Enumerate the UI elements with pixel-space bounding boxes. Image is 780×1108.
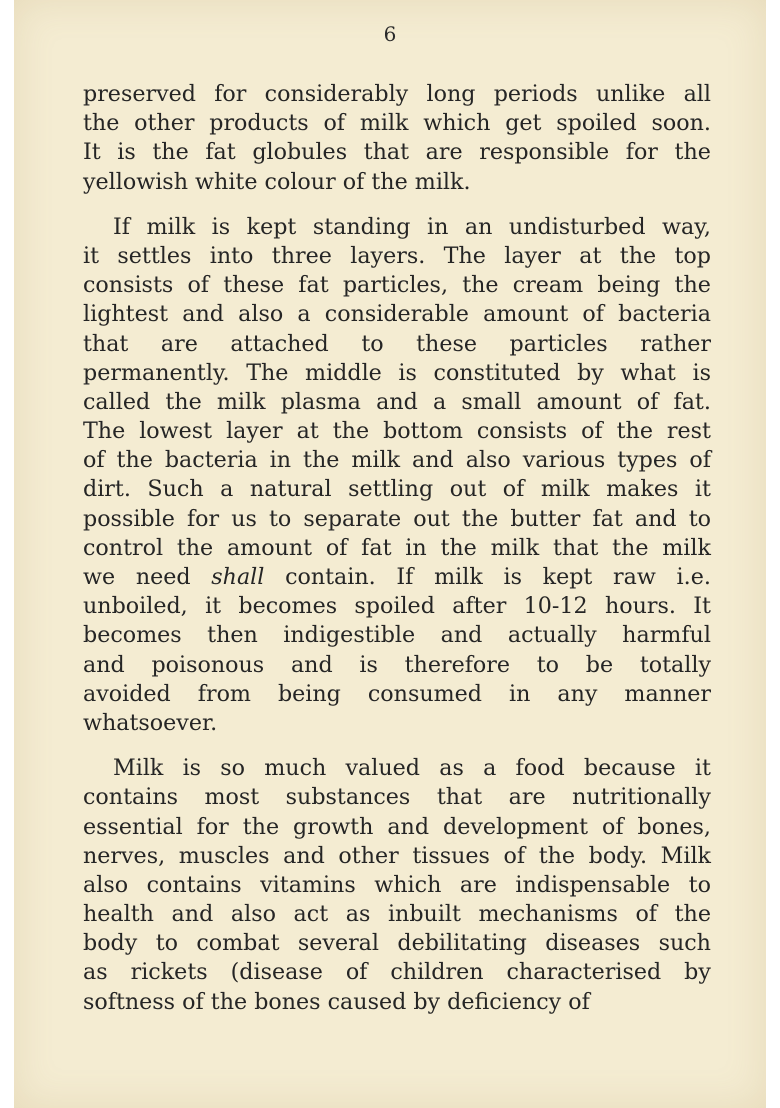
- word: the: [242, 813, 280, 840]
- word: to: [155, 930, 178, 957]
- word: in: [269, 447, 292, 474]
- word: undisturbed: [508, 213, 646, 240]
- text-line: [83, 359, 711, 388]
- word: valued: [345, 755, 420, 782]
- text-line: [83, 330, 711, 359]
- word: If: [113, 213, 130, 240]
- word: white: [195, 168, 258, 195]
- word: a: [220, 476, 234, 503]
- word: the: [116, 447, 153, 474]
- word: children: [390, 959, 484, 986]
- text-line: [83, 388, 711, 417]
- word: by: [413, 988, 441, 1015]
- word: caused: [327, 988, 407, 1015]
- word: layers.: [350, 242, 426, 269]
- word: poisonous: [151, 651, 265, 678]
- word: various: [522, 447, 606, 474]
- word: what: [620, 359, 676, 386]
- word: kept: [542, 564, 593, 590]
- word: of: [503, 842, 526, 869]
- word: milk: [434, 564, 483, 590]
- word: becomes: [238, 593, 338, 620]
- word: and: [376, 388, 418, 415]
- word: hours.: [604, 593, 676, 620]
- word: constituted: [433, 359, 561, 386]
- word: settles: [117, 242, 192, 269]
- word: substances: [285, 784, 411, 811]
- word: vitamins: [260, 871, 356, 898]
- paragraph: [83, 213, 711, 738]
- text-line: [83, 871, 711, 900]
- page-number: 6: [383, 22, 397, 46]
- word: manner: [624, 680, 711, 707]
- word: get: [505, 110, 542, 137]
- word: act: [293, 901, 329, 928]
- text-line: [83, 842, 711, 871]
- word: by: [684, 959, 711, 986]
- body-text: [83, 80, 711, 1017]
- word: layer: [504, 242, 561, 269]
- word: the: [440, 534, 477, 561]
- word: is: [182, 755, 202, 782]
- word: need: [135, 564, 191, 590]
- word: the: [674, 139, 711, 166]
- word: most: [204, 784, 260, 811]
- word: spoiled: [556, 110, 637, 137]
- word: considerable: [324, 301, 469, 328]
- word: consists: [83, 272, 174, 299]
- word: contains: [83, 784, 178, 811]
- word: the: [462, 272, 499, 299]
- text-line: [83, 138, 711, 167]
- word: by: [577, 359, 604, 386]
- word: milk: [540, 476, 590, 503]
- word: several: [297, 930, 380, 957]
- paragraph-gap: [83, 197, 711, 213]
- book-page: [14, 0, 766, 1108]
- word: Milk: [113, 755, 164, 782]
- word: makes: [606, 476, 679, 503]
- word: colour: [264, 168, 336, 195]
- text-line: [83, 417, 711, 446]
- word: milk: [216, 388, 266, 415]
- word: the: [165, 388, 202, 415]
- word: nutritionally: [572, 784, 711, 811]
- word: unboiled,: [83, 593, 188, 620]
- paragraph: [83, 754, 711, 1017]
- word: globules: [252, 139, 348, 166]
- word: is: [211, 213, 231, 240]
- word: soon.: [651, 110, 711, 137]
- word: milk: [351, 447, 401, 474]
- word: responsible: [479, 139, 610, 166]
- word: all: [683, 81, 711, 107]
- word: because: [583, 755, 676, 782]
- text-line: [83, 563, 711, 592]
- word: milk: [359, 110, 409, 137]
- text-line: [83, 213, 711, 242]
- word: harmful: [622, 622, 711, 649]
- word: milk: [662, 534, 711, 561]
- word: diseases: [545, 930, 641, 957]
- text-line: [83, 592, 711, 621]
- word: amount: [483, 301, 569, 328]
- word: these: [223, 272, 285, 299]
- word: the: [332, 418, 370, 445]
- word: contains: [146, 871, 242, 898]
- word: us: [231, 505, 257, 532]
- word: considerably: [264, 81, 409, 107]
- word: development: [443, 813, 589, 840]
- word: indispensable: [515, 871, 671, 898]
- word: the: [176, 534, 214, 561]
- word: the: [538, 842, 576, 869]
- word: to: [688, 871, 711, 898]
- text-line: [83, 651, 711, 680]
- word: of: [182, 988, 204, 1015]
- text-line: [83, 168, 711, 197]
- word: products: [209, 110, 309, 137]
- word: fat: [592, 505, 623, 532]
- word: natural: [249, 476, 332, 503]
- word: in: [508, 680, 531, 707]
- word: it: [694, 476, 711, 503]
- word: totally: [639, 651, 711, 678]
- word: is: [117, 139, 136, 166]
- text-line: [83, 709, 711, 738]
- word: bottom: [383, 418, 463, 445]
- word: bones: [254, 988, 321, 1015]
- word: be: [585, 651, 614, 678]
- word: types: [617, 447, 678, 474]
- text-line: [83, 475, 711, 504]
- paragraph-gap: [83, 738, 711, 754]
- word: is: [398, 359, 417, 386]
- word: control: [83, 534, 164, 561]
- text-line: [83, 929, 711, 958]
- word: that: [436, 784, 483, 811]
- word: spoiled: [354, 593, 435, 620]
- word: of: [502, 476, 525, 503]
- word: mechanisms: [478, 901, 618, 928]
- word: into: [209, 242, 254, 269]
- word: as: [439, 755, 464, 782]
- word: fat: [361, 534, 392, 561]
- word: (disease: [230, 959, 323, 986]
- word: for: [186, 505, 220, 532]
- word: so: [220, 755, 246, 782]
- word: tissues: [412, 842, 490, 869]
- word: essential: [83, 813, 183, 840]
- word: preserved: [83, 81, 196, 107]
- word: of: [581, 418, 603, 445]
- word: for: [196, 813, 229, 840]
- word: of: [568, 988, 590, 1015]
- word: such: [658, 930, 711, 957]
- word: i.e.: [676, 564, 711, 590]
- word: the: [152, 139, 189, 166]
- word: and: [171, 901, 214, 928]
- word: Milk: [660, 842, 711, 869]
- word: is: [503, 564, 522, 590]
- word: debilitating: [397, 930, 527, 957]
- word: as: [345, 901, 371, 928]
- text-line: [83, 958, 711, 987]
- word: body: [83, 930, 138, 957]
- word: combat: [196, 930, 280, 957]
- word: dirt.: [83, 476, 131, 503]
- word: health: [83, 901, 154, 928]
- word: to: [536, 651, 560, 678]
- word: particles: [509, 330, 608, 357]
- word: milk: [490, 534, 540, 561]
- word: to: [268, 505, 292, 532]
- word: that: [363, 139, 410, 166]
- word: consumed: [367, 680, 482, 707]
- word: are: [160, 330, 198, 357]
- text-line: [83, 242, 711, 271]
- word: the: [210, 988, 248, 1015]
- word: amount: [226, 534, 313, 561]
- word: layer: [226, 418, 283, 445]
- word: the: [616, 418, 653, 445]
- word: particles,: [342, 272, 449, 299]
- word: inbuilt: [387, 901, 461, 928]
- word: nerves,: [83, 842, 166, 869]
- text-line: [83, 783, 711, 812]
- text-line: [83, 900, 711, 929]
- word: are: [459, 871, 497, 898]
- word: other: [134, 110, 195, 137]
- word: raw: [613, 564, 656, 590]
- word: yellowish: [83, 168, 188, 195]
- word: standing: [312, 213, 411, 240]
- word: kept: [246, 213, 297, 240]
- word: butter: [510, 505, 581, 532]
- word: actually: [507, 622, 597, 649]
- word: a: [483, 755, 497, 782]
- word: the: [461, 505, 499, 532]
- word: the: [674, 901, 711, 928]
- word: 10-12: [523, 593, 588, 620]
- word: of: [187, 272, 210, 299]
- word: in: [426, 213, 449, 240]
- word: it: [205, 593, 222, 620]
- word: muscles: [178, 842, 270, 869]
- word: periods: [493, 81, 578, 107]
- text-line: [83, 680, 711, 709]
- word: from: [197, 680, 251, 707]
- word: plasma: [280, 388, 361, 415]
- word: If: [396, 564, 414, 590]
- word: attached: [230, 330, 329, 357]
- paragraph: [83, 80, 711, 197]
- text-line: [83, 534, 711, 563]
- word: of: [345, 959, 368, 986]
- word: rather: [640, 330, 711, 357]
- word: The: [246, 359, 289, 386]
- word: that: [83, 330, 129, 357]
- word: are: [508, 784, 546, 811]
- word: of: [636, 388, 659, 415]
- word: and: [290, 651, 333, 678]
- word: much: [264, 755, 327, 782]
- word: it: [694, 755, 711, 782]
- word: fat.: [673, 388, 711, 415]
- text-line: [83, 109, 711, 138]
- word: a: [433, 388, 447, 415]
- word: out: [449, 476, 487, 503]
- word: as: [83, 959, 108, 986]
- word: fat: [298, 272, 329, 299]
- word: the: [371, 168, 408, 195]
- word: and: [182, 301, 224, 328]
- text-line: [83, 505, 711, 534]
- word: of: [601, 813, 624, 840]
- text-line: [83, 80, 711, 109]
- word: of: [83, 447, 105, 474]
- word: of: [582, 301, 604, 328]
- word: at: [579, 242, 602, 269]
- word: after: [452, 593, 507, 620]
- word: The: [83, 418, 126, 445]
- word: and: [83, 651, 125, 678]
- word: fat: [205, 139, 236, 166]
- word: being: [597, 272, 661, 299]
- word: of: [635, 901, 658, 928]
- word: of: [689, 447, 711, 474]
- word: avoided: [83, 680, 171, 707]
- word: lowest: [139, 418, 213, 445]
- word: in: [405, 534, 427, 561]
- word: growth: [293, 813, 374, 840]
- word: also: [230, 901, 276, 928]
- word: and: [440, 622, 483, 649]
- word: being: [277, 680, 341, 707]
- word: the: [83, 110, 120, 137]
- word: other: [338, 842, 399, 869]
- word: unlike: [595, 81, 666, 107]
- word: are: [425, 139, 463, 166]
- word: to: [361, 330, 384, 357]
- text-line: [83, 271, 711, 300]
- word: indigestible: [283, 622, 416, 649]
- word: Such: [147, 476, 204, 503]
- word: permanently.: [83, 359, 230, 386]
- text-line: [83, 813, 711, 842]
- word: whatsoever.: [83, 709, 218, 736]
- word: is: [359, 651, 378, 678]
- word: separate: [303, 505, 402, 532]
- word: It: [83, 139, 101, 166]
- word: bacteria: [164, 447, 258, 474]
- word: middle: [305, 359, 382, 386]
- word: these: [416, 330, 477, 357]
- text-line: [83, 988, 711, 1017]
- word: body.: [588, 842, 648, 869]
- word: The: [443, 242, 486, 269]
- word: we: [83, 564, 116, 590]
- word: of: [342, 168, 365, 195]
- text-line: [83, 621, 711, 650]
- word: characterised: [506, 959, 662, 986]
- word: possible: [83, 505, 175, 532]
- word: consists: [476, 418, 568, 445]
- word: also: [238, 301, 284, 328]
- word: for: [625, 139, 658, 166]
- word: is: [692, 359, 711, 386]
- word: a: [297, 301, 311, 328]
- word: becomes: [83, 622, 182, 649]
- word: any: [557, 680, 598, 707]
- word: the: [303, 447, 340, 474]
- word: softness: [83, 988, 176, 1015]
- word: to: [688, 505, 711, 532]
- word: and: [412, 447, 454, 474]
- word: bacteria: [618, 301, 711, 328]
- word: of: [325, 534, 348, 561]
- word: the: [619, 242, 657, 269]
- word: the: [612, 534, 649, 561]
- word: shall: [211, 564, 265, 590]
- word: then: [207, 622, 258, 649]
- word: that: [553, 534, 599, 561]
- word: and: [387, 813, 430, 840]
- word: called: [83, 388, 151, 415]
- word: rest: [666, 418, 711, 445]
- word: which: [423, 110, 491, 137]
- word: an: [464, 213, 493, 240]
- word: cream: [512, 272, 584, 299]
- word: for: [214, 81, 247, 107]
- word: therefore: [404, 651, 511, 678]
- word: rickets: [130, 959, 208, 986]
- text-line: [83, 300, 711, 329]
- word: lightest: [83, 301, 169, 328]
- word: long: [426, 81, 476, 107]
- word: and: [283, 842, 325, 869]
- text-line: [83, 754, 711, 783]
- word: It: [693, 593, 711, 620]
- word: food: [515, 755, 565, 782]
- word: settling: [348, 476, 434, 503]
- word: way,: [662, 213, 711, 240]
- word: small: [461, 388, 522, 415]
- word: of: [323, 110, 346, 137]
- text-line: [83, 446, 711, 475]
- word: at: [296, 418, 319, 445]
- word: also: [465, 447, 511, 474]
- word: bones,: [637, 813, 711, 840]
- word: contain.: [285, 564, 376, 590]
- word: which: [374, 871, 442, 898]
- word: also: [83, 871, 129, 898]
- word: it: [83, 242, 100, 269]
- word: deficiency: [447, 988, 562, 1015]
- word: and: [634, 505, 677, 532]
- word: the: [674, 272, 711, 299]
- word: milk.: [414, 168, 471, 195]
- word: milk: [146, 213, 196, 240]
- word: amount: [536, 388, 622, 415]
- word: out: [413, 505, 450, 532]
- word: top: [674, 242, 711, 269]
- word: three: [271, 242, 332, 269]
